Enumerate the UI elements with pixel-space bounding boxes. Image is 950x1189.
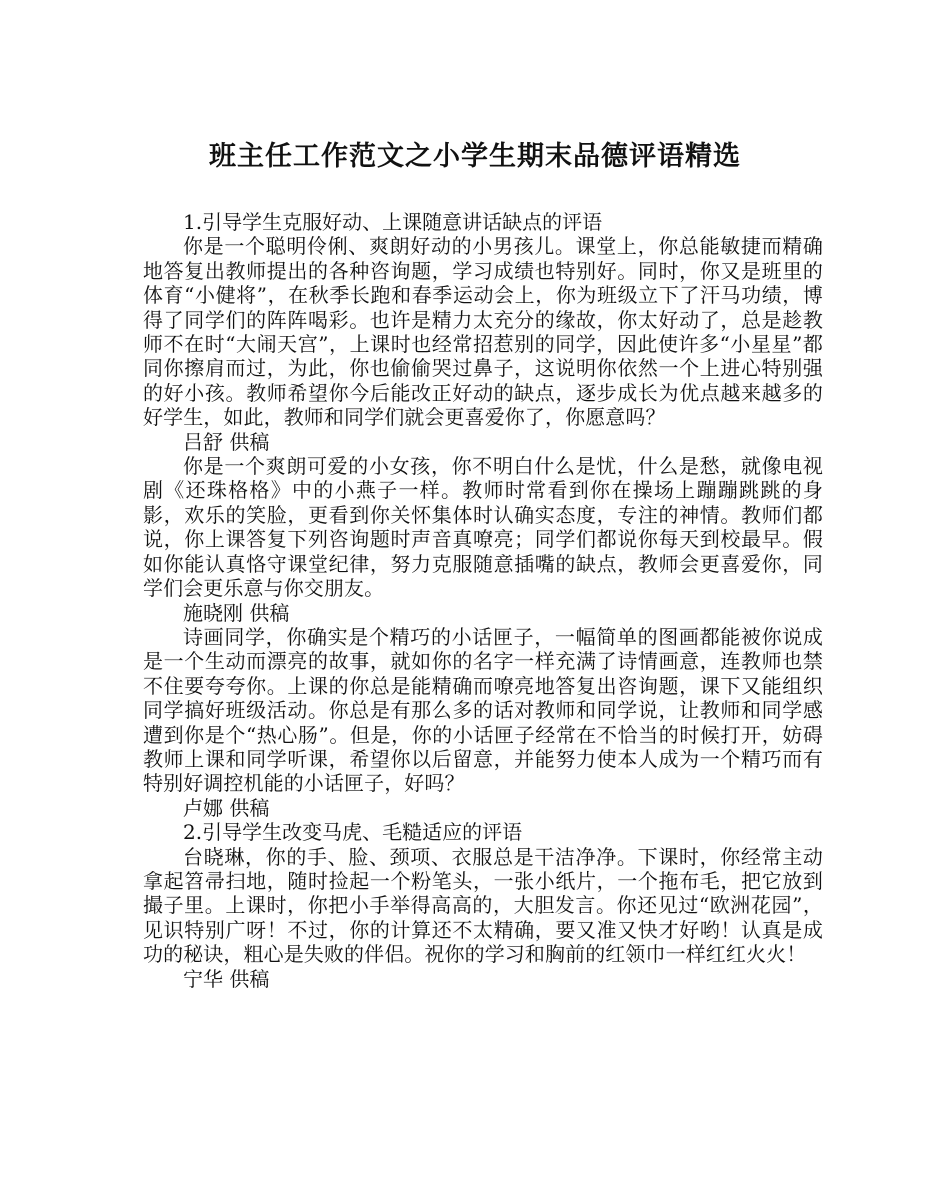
comment-paragraph: 台晓琳，你的手、脸、颈项、衣服总是干洁净净。下课时，你经常主动拿起笤帚扫地，随时捡起一个粉笔头，一张小纸片，一个拖布毛，把它放到撮子里。上课时，你把小手举得高高的，大胆发言。你还见过“欧洲花园”，见识特别广呀！不过，你的计算还不太精确，要又准又快才好哟！认真是成功的秘诀，粗心是失败的伴侣。祝你的学习和胸前的红领巾一样红红火火！ [143,844,823,967]
comment-paragraph: 诗画同学，你确实是个精巧的小话匣子，一幅简单的图画都能被你说成是一个生动而漂亮的故事，就如你的名字一样充满了诗情画意，连教师也禁不住要夸夸你。上课的你总是能精确而嘹亮地答复出咨询题，课下又能组织同学搞好班级活动。你总是有那么多的话对教师和同学说，让教师和同学感遭到你是个“热心肠”。但是，你的小话匣子经常在不恰当的时候打开，妨碍教师上课和同学听课，希望你以后留意，并能努力使本人成为一个精巧而有特别好调控机能的小话匣子，好吗？ [143,624,823,796]
author-credit: 宁华 供稿 [183,966,270,991]
section-heading: 1.引导学生克服好动、上课随意讲话缺点的评语 [183,210,603,234]
author-credit: 吕舒 供稿 [183,429,270,454]
page-title: 班主任工作范文之小学生期末品德评语精选 [209,141,741,172]
document-body [143,210,823,991]
section-heading: 2.引导学生改变马虎、毛糙适应的评语 [183,820,523,845]
author-credit: 卢娜 供稿 [183,795,270,820]
comment-paragraph: 你是一个爽朗可爱的小女孩，你不明白什么是忧，什么是愁，就像电视剧《还珠格格》中的小燕子一样。教师时常看到你在操场上蹦蹦跳跳的身影，欢乐的笑脸，更看到你关怀集体时认确实态度，专注的神情。教师们都说，你上课答复下列咨询题时声音真嘹亮；同学们都说你每天到校最早。假如你能认真恪守课堂纪律，努力克服随意插嘴的缺点，教师会更喜爱你，同学们会更乐意与你交朋友。 [143,454,823,601]
author-credit: 施晓刚 供稿 [183,600,290,625]
comment-paragraph: 你是一个聪明伶俐、爽朗好动的小男孩儿。课堂上，你总能敏捷而精确地答复出教师提出的各种咨询题，学习成绩也特别好。同时，你又是班里的体育“小健将”，在秋季长跑和春季运动会上，你为班级立下了汗马功绩，博得了同学们的阵阵喝彩。也许是精力太充分的缘故，你太好动了，总是趁教师不在时“大闹天宫”，上课时也经常招惹别的同学，因此使许多“小星星”都同你擦肩而过，为此，你也偷偷哭过鼻子，这说明你依然一个上进心特别强的好小孩。教师希望你今后能改正好动的缺点，逐步成长为优点越来越多的好学生，如此，教师和同学们就会更喜爱你了，你愿意吗？ [143,234,823,430]
